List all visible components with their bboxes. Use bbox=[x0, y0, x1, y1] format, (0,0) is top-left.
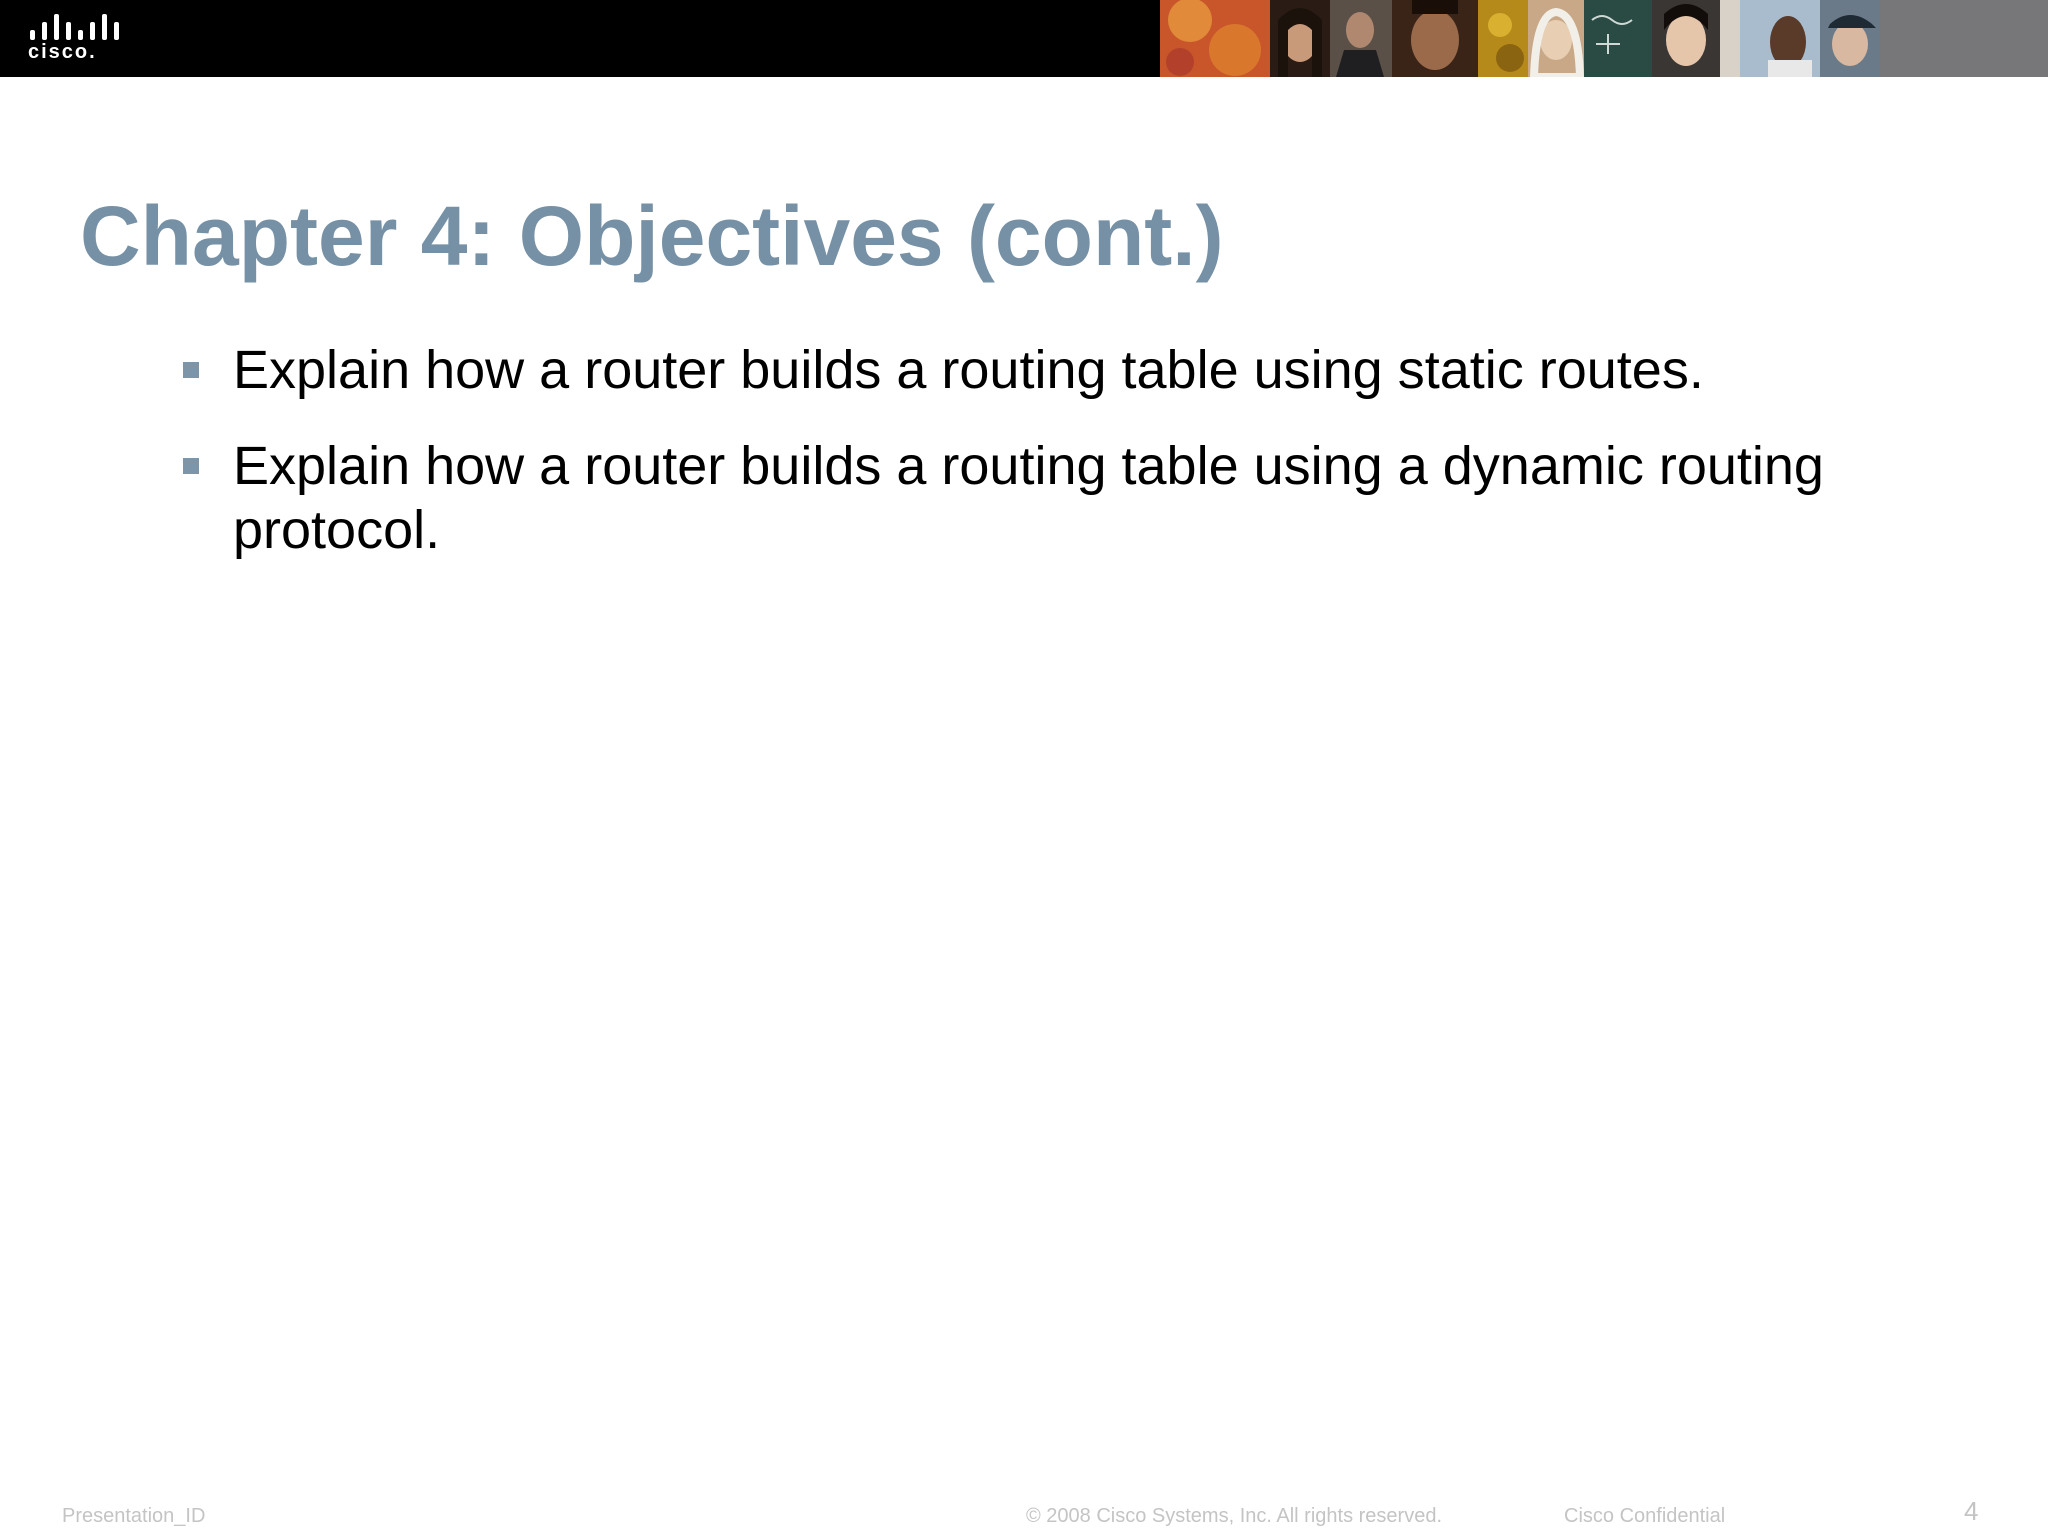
list-item bbox=[183, 434, 1943, 562]
objectives-list bbox=[183, 338, 1943, 594]
cisco-logo-bars-icon bbox=[30, 14, 116, 40]
bullet-text: Explain how a router builds a routing table using static routes. bbox=[233, 340, 1704, 400]
cisco-logo-word: cisco. bbox=[28, 41, 97, 63]
footer-confidential: Cisco Confidential bbox=[1564, 1505, 1726, 1527]
square-bullet-icon bbox=[183, 362, 199, 378]
page-number: 4 bbox=[1964, 1496, 1979, 1526]
footer-copyright: © 2008 Cisco Systems, Inc. All rights reserved. bbox=[1026, 1505, 1443, 1527]
cisco-logo bbox=[28, 14, 128, 64]
list-item bbox=[183, 338, 1943, 402]
bullet-text: Explain how a router builds a routing table using a dynamic routing protocol. bbox=[233, 436, 1824, 560]
footer-presentation-id: Presentation_ID bbox=[62, 1505, 206, 1527]
header-band bbox=[0, 0, 2048, 77]
square-bullet-icon bbox=[183, 458, 199, 474]
slide-title: Chapter 4: Objectives (cont.) bbox=[80, 189, 1224, 283]
header-photo-strip bbox=[1160, 0, 2048, 77]
